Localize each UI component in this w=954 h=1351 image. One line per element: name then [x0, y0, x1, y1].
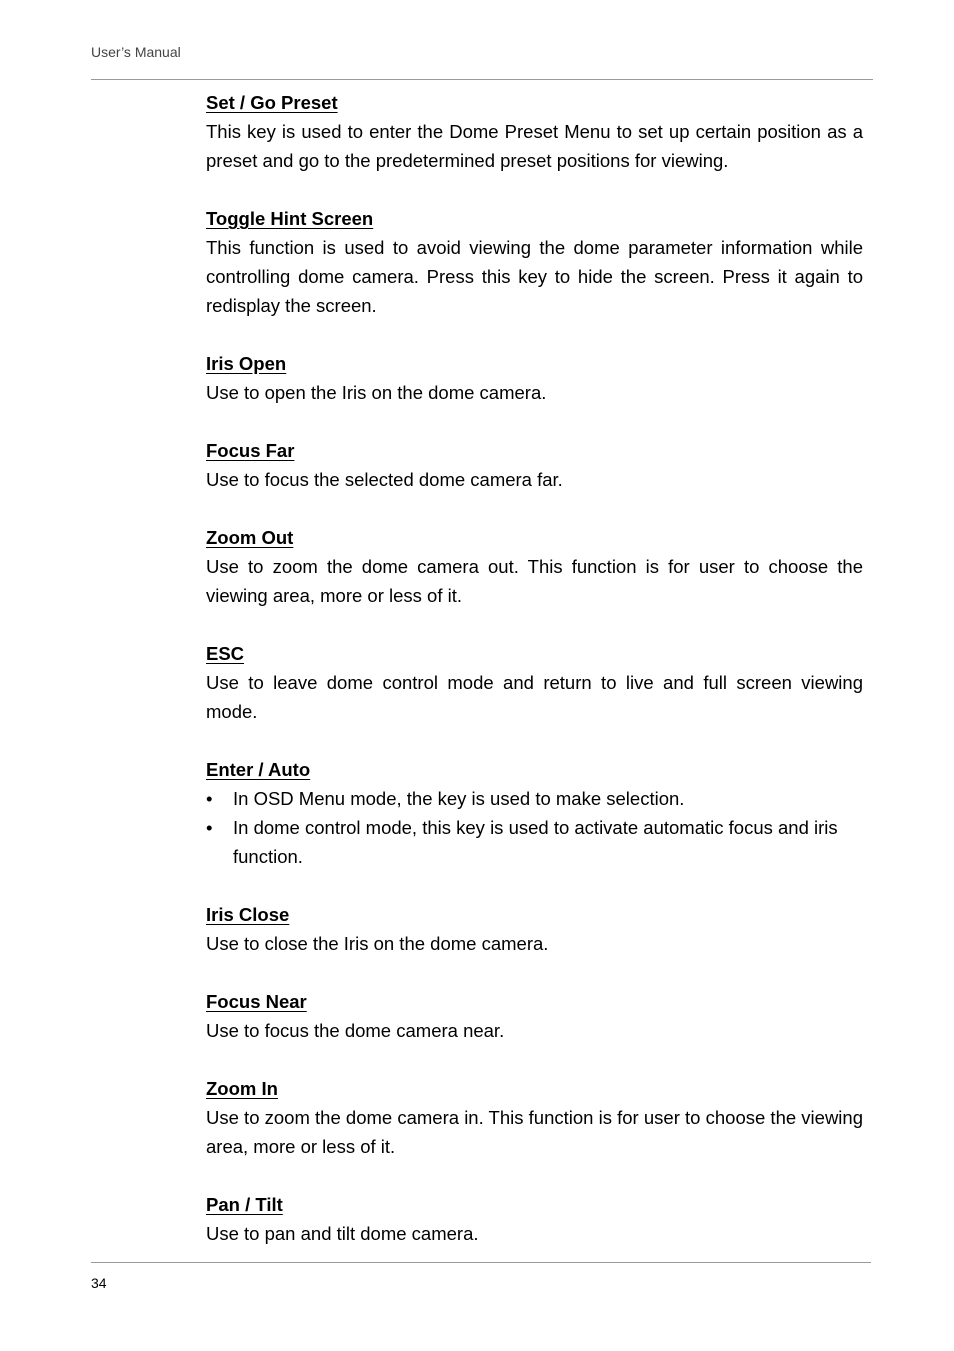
- bullet-icon: •: [206, 817, 213, 838]
- section-title: Focus Near: [206, 991, 307, 1012]
- section-title: Toggle Hint Screen: [206, 208, 374, 229]
- section-body: Use to focus the dome camera near.: [206, 1020, 505, 1041]
- section-focus-near: [206, 987, 863, 1045]
- section-zoom-out: [206, 523, 863, 610]
- section-body: This key is used to enter the Dome Preset Menu to set up certain position as a preset and go to the predetermined preset positions for viewing.: [206, 121, 863, 171]
- section-focus-far: [206, 436, 863, 494]
- section-title: Zoom In: [206, 1078, 278, 1099]
- list-item-text: In dome control mode, this key is used to activate automatic focus and iris function.: [233, 817, 838, 867]
- header-divider: [91, 79, 873, 80]
- section-toggle-hint-screen: [206, 204, 863, 320]
- list-item: [206, 784, 863, 813]
- section-body: Use to zoom the dome camera out. This function is for user to choose the viewing area, more or less of it.: [206, 556, 863, 606]
- section-set-go-preset: [206, 88, 863, 175]
- list-item: [206, 813, 863, 871]
- section-title: Zoom Out: [206, 527, 294, 548]
- section-body: Use to open the Iris on the dome camera.: [206, 382, 547, 403]
- section-zoom-in: [206, 1074, 863, 1161]
- section-body: Use to close the Iris on the dome camera.: [206, 933, 549, 954]
- section-iris-close: [206, 900, 863, 958]
- section-title: Set / Go Preset: [206, 92, 338, 113]
- manual-content: [206, 88, 863, 1277]
- section-title: ESC: [206, 643, 245, 664]
- section-body: Use to leave dome control mode and return to live and full screen viewing mode.: [206, 672, 863, 722]
- section-title: Focus Far: [206, 440, 295, 461]
- bullet-list: [206, 784, 863, 871]
- section-title: Iris Open: [206, 353, 287, 374]
- page-number: 34: [91, 1275, 107, 1291]
- section-enter-auto: [206, 755, 863, 871]
- footer-divider: [91, 1262, 871, 1263]
- running-header: User’s Manual: [91, 44, 181, 60]
- section-body: Use to focus the selected dome camera far.: [206, 469, 563, 490]
- section-iris-open: [206, 349, 863, 407]
- section-title: Iris Close: [206, 904, 290, 925]
- section-title: Pan / Tilt: [206, 1194, 283, 1215]
- section-pan-tilt: [206, 1190, 863, 1248]
- section-title: Enter / Auto: [206, 759, 311, 780]
- section-body: Use to pan and tilt dome camera.: [206, 1223, 479, 1244]
- bullet-icon: •: [206, 788, 213, 809]
- section-body: This function is used to avoid viewing the dome parameter information while controlling dome camera. Press this key to hide the screen. Press it again to redisplay the screen.: [206, 237, 863, 316]
- section-body: Use to zoom the dome camera in. This function is for user to choose the viewing area, more or less of it.: [206, 1107, 863, 1157]
- section-esc: [206, 639, 863, 726]
- list-item-text: In OSD Menu mode, the key is used to make selection.: [233, 788, 685, 809]
